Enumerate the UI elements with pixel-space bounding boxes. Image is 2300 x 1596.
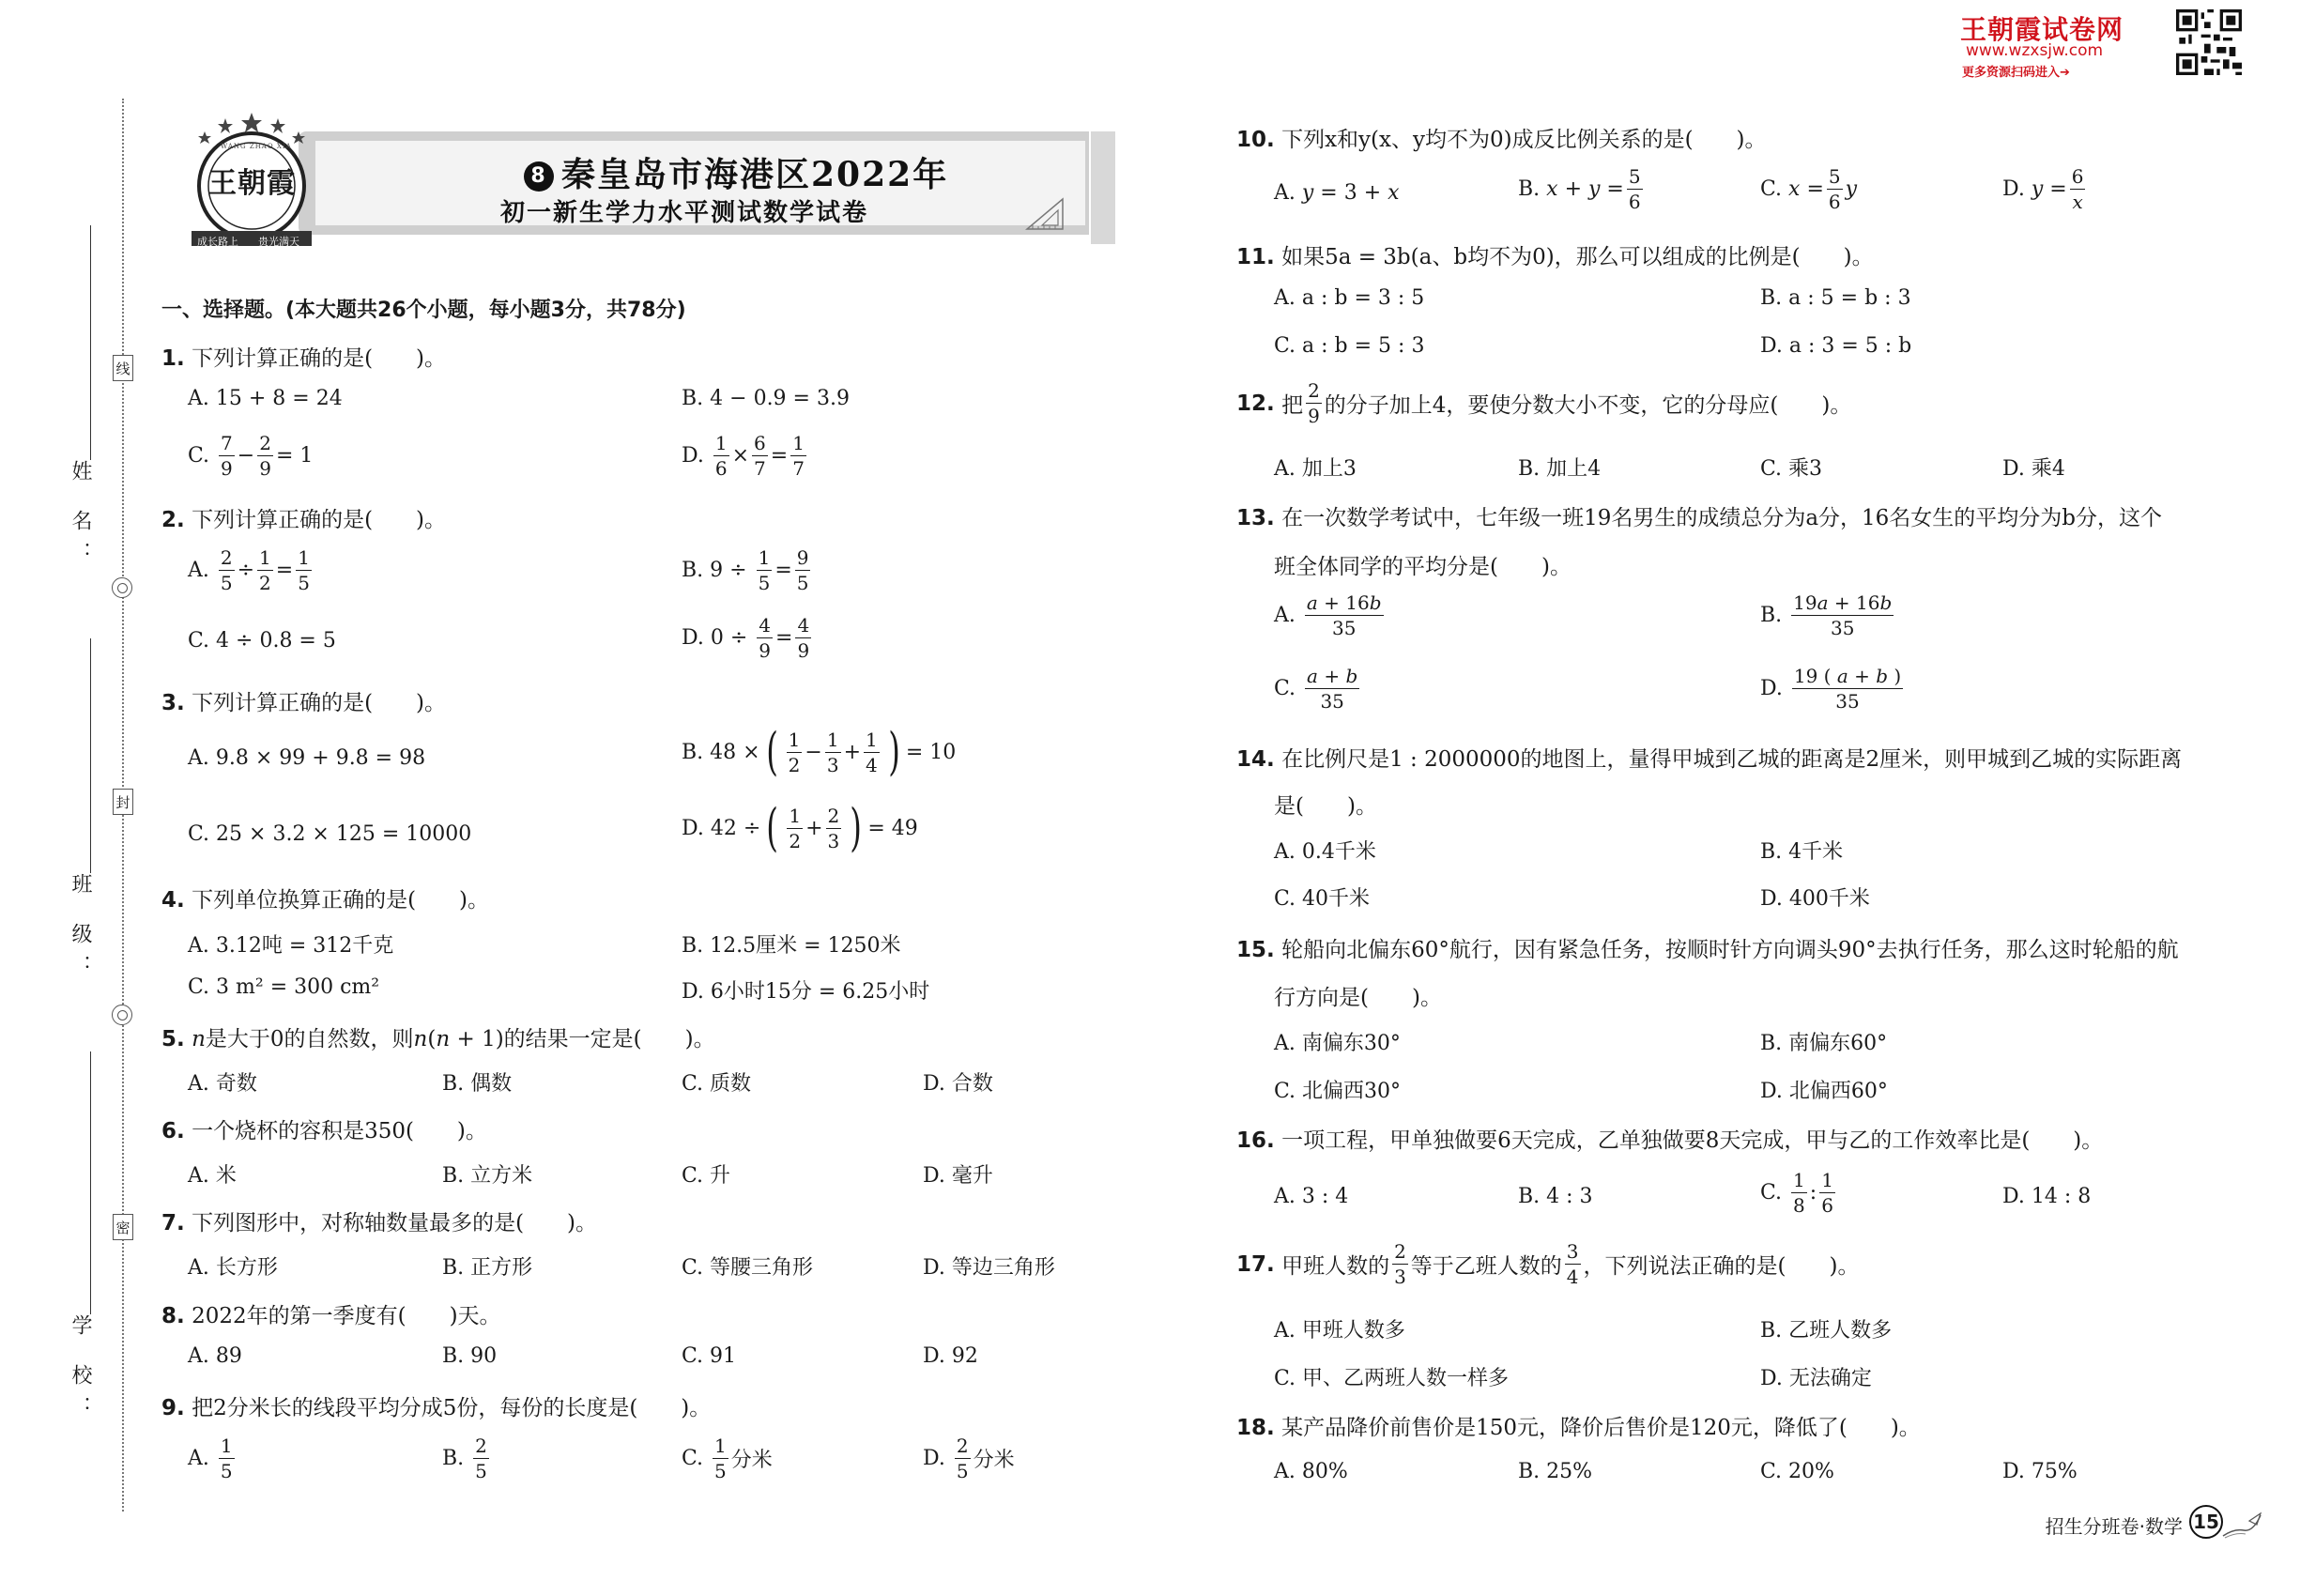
question-number: 5. xyxy=(161,1027,185,1051)
q1-option-b[interactable]: B. 4 − 0.9 = 3.9 xyxy=(682,387,850,410)
question-number: 2. xyxy=(161,508,185,532)
q9-option-d[interactable]: D. $\frac{2}{5}$ 分米 xyxy=(923,1435,1015,1482)
question-9 xyxy=(161,1390,711,1421)
q8-option-a[interactable]: A. 89 xyxy=(188,1344,242,1368)
question-text: 2022年的第一季度有( )天。 xyxy=(192,1304,501,1328)
q15-option-d[interactable]: D. 北偏西60° xyxy=(1760,1080,1888,1103)
exam-title-text: 秦皇岛市海港区2022年 xyxy=(561,155,949,194)
logo-ring-text: WANG ZHAO XIA xyxy=(221,143,292,150)
q18-option-a[interactable]: A. 80% xyxy=(1274,1460,1348,1483)
question-13 xyxy=(1236,500,2162,531)
q12-option-b[interactable]: B. 加上4 xyxy=(1518,457,1602,481)
q2-option-a[interactable]: A. $\frac{2}{5}$ ÷ $\frac{1}{2}$ = $\frac{1}{5}$ xyxy=(188,546,310,594)
q2-option-b[interactable]: B. 9 ÷ $\frac{1}{5}$ = $\frac{9}{5}$ xyxy=(682,546,809,594)
question-3 xyxy=(161,685,446,716)
name-label: 姓 名： xyxy=(69,460,92,574)
q16-option-b[interactable]: B. 4 : 3 xyxy=(1518,1185,1593,1208)
question-number: 10. xyxy=(1236,128,1275,152)
q13-option-a[interactable]: A. $\frac{a + 16b}{35}$ xyxy=(1274,591,1382,639)
question-17: 17. 甲班人数的 $\frac{2}{3}$ 等于乙班人数的 $\frac{3}{4}$ ，下列说法正确的是( )。 xyxy=(1236,1240,1860,1288)
q9-option-c[interactable]: C. $\frac{1}{5}$ 分米 xyxy=(682,1435,773,1482)
qr-code-icon[interactable] xyxy=(2176,9,2242,75)
question-number: 15. xyxy=(1236,938,1275,962)
question-text: 把2分米长的线段平均分成5份，每份的长度是( )。 xyxy=(192,1396,712,1420)
section-title: 一、选择题。(本大题共26个小题，每小题3分，共78分) xyxy=(161,299,686,322)
question-text-cont: ，下列说法正确的是( )。 xyxy=(1583,1254,1860,1279)
q3-option-d[interactable]: D. 42 ÷ ( $\frac{1}{2}$ + $\frac{2}{3}$ ) = 49 xyxy=(682,798,918,857)
question-13-line2: 班全体同学的平均分是( )。 xyxy=(1274,555,1572,579)
q16-option-c[interactable]: C. $\frac{1}{8}$ : $\frac{1}{6}$ xyxy=(1760,1169,1833,1217)
question-text: 甲班人数的 xyxy=(1281,1254,1390,1279)
binding-hole xyxy=(112,577,132,598)
q15-option-c[interactable]: C. 北偏西30° xyxy=(1274,1080,1402,1103)
footer-label: 招生分班卷·数学 xyxy=(2045,1515,2183,1538)
q17-option-d[interactable]: D. 无法确定 xyxy=(1760,1367,1872,1390)
question-text: 一项工程，甲单独做要6天完成，乙单独做要8天完成，甲与乙的工作效率比是( )。 xyxy=(1281,1128,2104,1153)
q18-option-c[interactable]: C. 20% xyxy=(1760,1460,1834,1483)
q18-option-d[interactable]: D. 75% xyxy=(2002,1460,2078,1483)
q2-option-d[interactable]: D. 0 ÷ $\frac{4}{9}$ = $\frac{4}{9}$ xyxy=(682,614,810,662)
question-7 xyxy=(161,1205,597,1236)
question-10 xyxy=(1236,122,1767,153)
question-14-line2: 是( )。 xyxy=(1274,794,1377,819)
question-12: 12. 把 $\frac{2}{9}$ 的分子加上4，要使分数大小不变，它的分母应( )。 xyxy=(1236,379,1852,427)
q7-option-b[interactable]: B. 正方形 xyxy=(442,1256,533,1280)
q7-option-a[interactable]: A. 长方形 xyxy=(188,1256,278,1280)
q17-option-c[interactable]: C. 甲、乙两班人数一样多 xyxy=(1274,1367,1510,1390)
q4-option-c[interactable]: C. 3 m² = 300 cm² xyxy=(188,975,380,999)
logo-text: 王朝霞 xyxy=(208,167,296,200)
q10-option-c[interactable]: C. x = $\frac{5}{6}$ y xyxy=(1760,165,1858,213)
class-label: 班 级： xyxy=(69,873,92,987)
q17-option-a[interactable]: A. 甲班人数多 xyxy=(1274,1319,1405,1343)
question-5: 5. n是大于0的自然数，则n(n + 1)的结果一定是( )。 xyxy=(161,1027,715,1051)
q13-option-d[interactable]: D. $\frac{19 ( a + b )}{35}$ xyxy=(1760,665,1902,713)
q3-option-a[interactable]: A. 9.8 × 99 + 9.8 = 98 xyxy=(188,746,426,770)
q6-option-b[interactable]: B. 立方米 xyxy=(442,1164,533,1188)
binding-hole xyxy=(112,1005,132,1025)
q5-option-a[interactable]: A. 奇数 xyxy=(188,1072,257,1096)
question-number: 14. xyxy=(1236,747,1275,772)
q1-option-c[interactable]: C. $\frac{7}{9}$ − $\frac{2}{9}$ = 1 xyxy=(188,432,314,480)
question-number: 9. xyxy=(161,1396,185,1420)
school-label: 学 校： xyxy=(69,1314,92,1428)
question-18 xyxy=(1236,1410,1921,1441)
q9-unit: 分米 xyxy=(973,1449,1015,1472)
question-2 xyxy=(161,502,446,533)
q4-option-d[interactable]: D. 6小时15分 = 6.25小时 xyxy=(682,980,930,1004)
q14-option-b[interactable]: B. 4千米 xyxy=(1760,840,1844,864)
q16-option-a[interactable]: A. 3 : 4 xyxy=(1274,1185,1349,1208)
binding-tag-secret: 密 xyxy=(113,1214,133,1240)
pen-icon xyxy=(2221,1512,2262,1540)
question-8 xyxy=(161,1298,501,1329)
question-text-cont: 的结果一定是( )。 xyxy=(503,1027,715,1051)
q9-option-b[interactable]: B. $\frac{2}{5}$ xyxy=(442,1435,487,1482)
question-number: 16. xyxy=(1236,1128,1275,1153)
q9-option-a[interactable]: A. $\frac{1}{5}$ xyxy=(188,1435,233,1482)
question-text: 在比例尺是1 : 2000000的地图上，量得甲城到乙城的距离是2厘米，则甲城到乙城的实际距离 xyxy=(1281,747,2183,772)
question-text: 下列单位换算正确的是( )。 xyxy=(192,888,490,913)
question-text: 下列x和y(x、y均不为0)成反比例关系的是( )。 xyxy=(1281,128,1767,152)
question-number: 3. xyxy=(161,691,185,715)
class-input-line[interactable] xyxy=(90,638,91,873)
logo-motto-left: 成长路上 xyxy=(197,236,238,248)
q8-option-c[interactable]: C. 91 xyxy=(682,1344,737,1368)
q4-option-a[interactable]: A. 3.12吨 = 312千克 xyxy=(188,934,394,958)
brand-more-text: 更多资源扫码进入➔ xyxy=(1962,66,2070,80)
question-number: 11. xyxy=(1236,245,1275,269)
question-15 xyxy=(1236,932,2179,963)
brand-block xyxy=(1960,9,2242,79)
question-text-mid: 等于乙班人数的 xyxy=(1410,1254,1562,1279)
q15-option-a[interactable]: A. 南偏东30° xyxy=(1274,1032,1401,1055)
question-text: 下列计算正确的是( )。 xyxy=(192,691,447,715)
question-16 xyxy=(1236,1123,2103,1154)
question-number: 18. xyxy=(1236,1416,1275,1440)
brand-name: 王朝霞试卷网 xyxy=(1960,14,2124,45)
q13-option-c[interactable]: C. $\frac{a + b}{35}$ xyxy=(1274,665,1358,713)
q8-option-b[interactable]: B. 90 xyxy=(442,1344,498,1368)
question-text: 在一次数学考试中，七年级一班19名男生的成绩总分为a分，16名女生的平均分为b分，这个 xyxy=(1281,506,2163,530)
title-banner-tab xyxy=(1089,131,1115,244)
logo-motto-right: 贵光满天 xyxy=(258,236,299,248)
question-14 xyxy=(1236,742,2182,773)
q13-option-b[interactable]: B. $\frac{19a + 16b}{35}$ xyxy=(1760,591,1893,639)
q10-option-a[interactable]: A. y = 3 + x xyxy=(1274,181,1400,205)
exam-subtitle: 初一新生学力水平测试数学试卷 xyxy=(500,199,869,227)
brand-url[interactable]: www.wzxsjw.com xyxy=(1966,41,2104,60)
exam-number-badge: 8 xyxy=(524,161,554,192)
question-number: 8. xyxy=(161,1304,185,1328)
q9-unit: 分米 xyxy=(730,1449,773,1472)
question-text: 如果5a = 3b(a、b均不为0)，那么可以组成的比例是( )。 xyxy=(1281,245,1874,269)
q5-option-d[interactable]: D. 合数 xyxy=(923,1072,993,1096)
question-number: 12. xyxy=(1236,391,1275,416)
question-text: 下列图形中，对称轴数量最多的是( )。 xyxy=(192,1211,598,1235)
q6-option-d[interactable]: D. 毫升 xyxy=(923,1164,993,1188)
q10-option-d[interactable]: D. y = $\frac{6}{x}$ xyxy=(2002,165,2084,213)
title-banner xyxy=(270,131,1115,235)
q2-option-c[interactable]: C. 4 ÷ 0.8 = 5 xyxy=(188,629,336,652)
q10-option-b[interactable]: B. x + y = $\frac{5}{6}$ xyxy=(1518,165,1641,213)
question-text-cont: 的分子加上4，要使分数大小不变，它的分母应( )。 xyxy=(1324,393,1852,418)
q14-option-d[interactable]: D. 400千米 xyxy=(1760,887,1870,911)
question-text: 一个烧杯的容积是350( )。 xyxy=(192,1119,487,1143)
question-4 xyxy=(161,882,489,913)
q11-option-c[interactable]: C. a : b = 5 : 3 xyxy=(1274,334,1425,358)
q11-option-b[interactable]: B. a : 5 = b : 3 xyxy=(1760,286,1911,310)
q15-option-b[interactable]: B. 南偏东60° xyxy=(1760,1032,1888,1055)
question-text: 下列计算正确的是( )。 xyxy=(192,508,447,532)
q8-option-d[interactable]: D. 92 xyxy=(923,1344,978,1368)
q5-option-c[interactable]: C. 质数 xyxy=(682,1072,752,1096)
q16-option-d[interactable]: D. 14 : 8 xyxy=(2002,1185,2092,1208)
question-text: 轮船向北偏东60°航行，因有紧急任务，按顺时针方向调头90°去执行任务，那么这时轮船的航 xyxy=(1281,938,2179,962)
question-text: 是大于0的自然数，则 xyxy=(205,1027,414,1051)
q4-option-b[interactable]: B. 12.5厘米 = 1250米 xyxy=(682,934,901,958)
q11-option-d[interactable]: D. a : 3 = 5 : b xyxy=(1760,334,1912,358)
binding-tag-seal: 封 xyxy=(113,789,133,815)
question-number: 7. xyxy=(161,1211,185,1235)
question-number: 13. xyxy=(1236,506,1275,530)
question-text: 某产品降价前售价是150元，降价后售价是120元，降低了( )。 xyxy=(1281,1416,1921,1440)
q12-option-a[interactable]: A. 加上3 xyxy=(1274,457,1357,481)
question-number: 4. xyxy=(161,888,185,913)
triangle-ruler-icon xyxy=(1025,197,1065,231)
name-input-line[interactable] xyxy=(90,225,91,460)
q6-option-c[interactable]: C. 升 xyxy=(682,1164,731,1188)
q14-option-a[interactable]: A. 0.4千米 xyxy=(1274,840,1376,864)
q3-option-c[interactable]: C. 25 × 3.2 × 125 = 10000 xyxy=(188,822,472,846)
exam-title xyxy=(524,148,948,196)
q12-option-d[interactable]: D. 乘4 xyxy=(2002,457,2065,481)
q12-option-c[interactable]: C. 乘3 xyxy=(1760,457,1823,481)
binding-tag-line: 线 xyxy=(113,355,133,381)
question-text: 下列计算正确的是( )。 xyxy=(192,346,447,371)
question-6 xyxy=(161,1113,487,1144)
question-15-line2: 行方向是( )。 xyxy=(1274,986,1442,1010)
question-number: 17. xyxy=(1236,1251,1275,1277)
q11-option-a[interactable]: A. a : b = 3 : 5 xyxy=(1274,286,1425,310)
question-number: 1. xyxy=(161,346,185,371)
question-text: 把 xyxy=(1281,393,1304,418)
q1-option-d[interactable]: D. $\frac{1}{6}$ × $\frac{6}{7}$ = $\frac{1}{7}$ xyxy=(682,432,805,480)
q3-option-b[interactable]: B. 48 × ( $\frac{1}{2}$ − $\frac{1}{3}$ + $\frac{1}{4}$ ) = 10 xyxy=(682,722,957,781)
school-input-line[interactable] xyxy=(90,1051,91,1314)
q7-option-c[interactable]: C. 等腰三角形 xyxy=(682,1256,814,1280)
question-11 xyxy=(1236,239,1874,270)
q5-option-b[interactable]: B. 偶数 xyxy=(442,1072,513,1096)
q17-option-b[interactable]: B. 乙班人数多 xyxy=(1760,1319,1893,1343)
q7-option-d[interactable]: D. 等边三角形 xyxy=(923,1256,1055,1280)
q1-option-a[interactable]: A. 15 + 8 = 24 xyxy=(188,387,343,410)
page-number: 15 xyxy=(2189,1505,2223,1539)
q18-option-b[interactable]: B. 25% xyxy=(1518,1460,1593,1483)
q14-option-c[interactable]: C. 40千米 xyxy=(1274,887,1371,911)
q6-option-a[interactable]: A. 米 xyxy=(188,1164,237,1188)
question-1 xyxy=(161,341,446,372)
question-number: 6. xyxy=(161,1119,185,1143)
